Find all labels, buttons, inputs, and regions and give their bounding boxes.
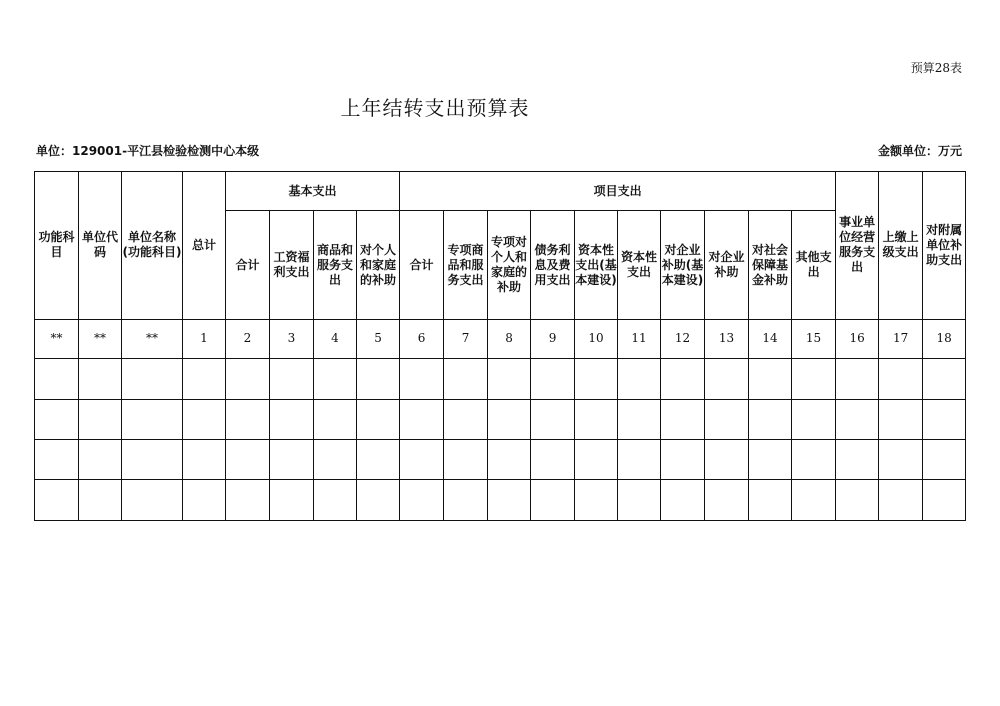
column-number-cell: 17 (879, 319, 923, 358)
column-number-cell: 3 (270, 319, 314, 358)
column-number-cell: 13 (705, 319, 749, 358)
amount-unit-label: 金额单位：万元 (877, 144, 962, 158)
header-name: 单位名称(功能科目) (122, 172, 183, 320)
column-number-cell: ** (122, 319, 183, 358)
header-total: 总计 (183, 172, 226, 320)
column-number-cell: ** (79, 319, 122, 358)
column-number-cell: 11 (618, 319, 661, 358)
column-number-cell: 15 (792, 319, 836, 358)
unit-label: 单位：129001-平江县检验检测中心本级 (36, 144, 260, 158)
header-project-social-security: 对社会保障基金补助 (749, 211, 792, 319)
header-basic-personal: 对个人和家庭的补助 (357, 211, 400, 319)
header-affiliated: 对附属单位补助支出 (923, 172, 966, 320)
header-project-capital-construction: 资本性支出(基本建设) (575, 211, 618, 319)
table-row (35, 399, 966, 439)
header-basic-wage: 工资福利支出 (270, 211, 314, 319)
column-number-cell: 8 (488, 319, 531, 358)
header-basic-sum: 合计 (226, 211, 270, 319)
column-number-cell: 5 (357, 319, 400, 358)
column-number-cell: 1 (183, 319, 226, 358)
header-func: 功能科目 (35, 172, 79, 320)
header-basic-goods: 商品和服务支出 (314, 211, 357, 319)
header-row-1 (35, 172, 966, 211)
column-number-cell: 18 (923, 319, 966, 358)
header-upper: 上缴上级支出 (879, 172, 923, 320)
column-number-cell: 14 (749, 319, 792, 358)
table-row (35, 480, 966, 521)
header-project-enterprise: 对企业补助 (705, 211, 749, 319)
table-row (35, 359, 966, 399)
table-row (35, 440, 966, 480)
column-number-cell: 7 (444, 319, 488, 358)
column-number-cell: 4 (314, 319, 357, 358)
header-basic-group: 基本支出 (226, 172, 400, 211)
page-title: 上年结转支出预算表 (340, 96, 530, 120)
column-number-cell: ** (35, 319, 79, 358)
header-business: 事业单位经营服务支出 (836, 172, 879, 320)
header-project-sum: 合计 (400, 211, 444, 319)
column-number-cell: 2 (226, 319, 270, 358)
budget-table (34, 171, 966, 521)
header-project-personal: 专项对个人和家庭的补助 (488, 211, 531, 319)
header-project-enterprise-construction: 对企业补助(基本建设) (661, 211, 705, 319)
column-number-cell: 16 (836, 319, 879, 358)
header-project-goods: 专项商品和服务支出 (444, 211, 488, 319)
column-number-cell: 10 (575, 319, 618, 358)
column-number-cell: 9 (531, 319, 575, 358)
header-project-other: 其他支出 (792, 211, 836, 319)
header-project-debt: 债务利息及费用支出 (531, 211, 575, 319)
header-project-capital: 资本性支出 (618, 211, 661, 319)
header-code: 单位代码 (79, 172, 122, 320)
table-number: 预算28表 (910, 61, 962, 75)
column-number-cell: 12 (661, 319, 705, 358)
column-number-row (35, 319, 966, 358)
column-number-cell: 6 (400, 319, 444, 358)
header-project-group: 项目支出 (400, 172, 836, 211)
